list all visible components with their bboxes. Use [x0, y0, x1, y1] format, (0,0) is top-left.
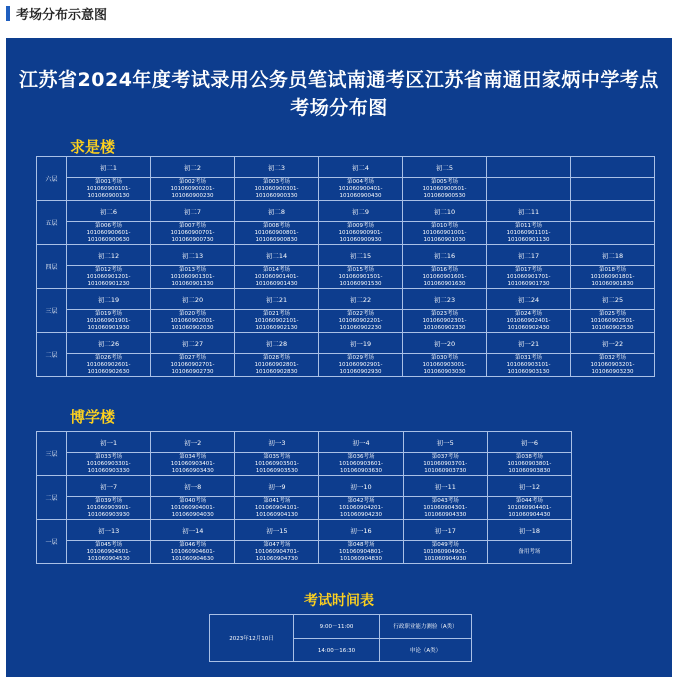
exam-room-number: 第005考场	[431, 178, 458, 185]
candidate-id-range: 101060904830	[340, 555, 383, 562]
room-name: 初二7	[151, 201, 235, 222]
exam-room-number: 第049考场	[431, 541, 459, 548]
room-name: 初一13	[67, 520, 151, 541]
candidate-id-range: 101060901330	[171, 280, 214, 287]
floor-label: 四层	[37, 245, 67, 289]
exam-room-info	[151, 222, 235, 245]
candidate-id-range: 101060901901-	[86, 317, 131, 324]
exam-room-info	[151, 310, 235, 333]
candidate-id-range: 101060904101-	[254, 504, 299, 511]
candidate-id-range: 101060900701-	[170, 229, 215, 236]
room-name: 初一11	[403, 476, 487, 497]
candidate-id-range: 101060901430	[255, 280, 298, 287]
candidate-id-range: 101060904301-	[423, 504, 468, 511]
exam-room-info	[319, 310, 403, 333]
room-name: 初二23	[403, 289, 487, 310]
exam-room-info	[67, 266, 151, 289]
exam-room-info	[487, 453, 571, 476]
room-name: 初二1	[67, 157, 151, 178]
candidate-id-range: 101060904901-	[423, 548, 468, 555]
candidate-id-range: 101060902701-	[170, 361, 215, 368]
candidate-id-range: 101060901730	[507, 280, 550, 287]
candidate-id-range: 101060900330	[255, 192, 298, 199]
room-name: 初一2	[151, 432, 235, 453]
exam-room-info	[151, 354, 235, 377]
exam-room-info	[403, 222, 487, 245]
room-name: 初一9	[235, 476, 319, 497]
room-name: 初二3	[235, 157, 319, 178]
candidate-id-range: 101060902430	[507, 324, 550, 331]
schedule-table	[209, 614, 472, 662]
exam-room-info	[403, 266, 487, 289]
exam-room-number: 第002考场	[179, 178, 206, 185]
schedule-title: 考试时间表	[304, 593, 374, 609]
exam-room-info	[151, 541, 235, 564]
exam-room-number: 第034考场	[179, 453, 207, 460]
candidate-id-range: 101060900430	[339, 192, 382, 199]
room-name: 初二24	[487, 289, 571, 310]
room-name: 初一12	[487, 476, 571, 497]
candidate-id-range: 101060902530	[591, 324, 634, 331]
exam-room-info	[571, 266, 655, 289]
candidate-id-range: 101060904801-	[339, 548, 384, 555]
floor-label: 六层	[37, 157, 67, 201]
candidate-id-range: 101060904530	[87, 555, 130, 562]
exam-room-number: 第007考场	[179, 222, 206, 229]
exam-room-info	[235, 541, 319, 564]
exam-room-number: 第014考场	[263, 266, 290, 273]
room-name: 初二17	[487, 245, 571, 266]
exam-room-info	[67, 354, 151, 377]
exam-room-number: 第032考场	[599, 354, 626, 361]
candidate-id-range: 101060903801-	[507, 460, 552, 467]
candidate-id-range: 101060901501-	[338, 273, 383, 280]
room-name: 初一16	[319, 520, 403, 541]
qiushi-building-table	[36, 156, 655, 377]
room-name: 初一5	[403, 432, 487, 453]
candidate-id-range: 101060904130	[255, 511, 298, 518]
candidate-id-range: 101060904701-	[254, 548, 299, 555]
exam-room-number: 第006考场	[95, 222, 122, 229]
exam-room-number: 第039考场	[95, 497, 123, 504]
exam-room-info	[487, 354, 571, 377]
room-name: 初一19	[319, 333, 403, 354]
room-name: 初一8	[151, 476, 235, 497]
poster-title-line2: 考场分布图	[290, 97, 388, 119]
candidate-id-range: 101060900601-	[86, 229, 131, 236]
candidate-id-range: 101060901301-	[170, 273, 215, 280]
candidate-id-range: 101060900530	[423, 192, 466, 199]
exam-room-info	[403, 541, 487, 564]
exam-room-number: 第037考场	[431, 453, 459, 460]
candidate-id-range: 101060900830	[255, 236, 298, 243]
exam-room-number: 第016考场	[431, 266, 458, 273]
room-name: 初二20	[151, 289, 235, 310]
candidate-id-range: 101060903830	[508, 467, 551, 474]
candidate-id-range: 101060902730	[171, 368, 214, 375]
room-name: 初二6	[67, 201, 151, 222]
exam-room-number: 第035考场	[263, 453, 291, 460]
room-name: 初二19	[67, 289, 151, 310]
candidate-id-range: 101060900501-	[422, 185, 467, 192]
room-name: 初一1	[67, 432, 151, 453]
candidate-id-range: 101060900401-	[338, 185, 383, 192]
candidate-id-range: 101060901230	[87, 280, 130, 287]
exam-room-number: 第025考场	[599, 310, 626, 317]
candidate-id-range: 101060903030	[423, 368, 466, 375]
floor-label: 二层	[37, 476, 67, 520]
room-name: 初二8	[235, 201, 319, 222]
exam-room-number: 第028考场	[263, 354, 290, 361]
exam-room-info	[319, 178, 403, 201]
exam-room-info	[487, 497, 571, 520]
candidate-id-range: 101060900130	[87, 192, 130, 199]
candidate-id-range: 101060900730	[171, 236, 214, 243]
exam-room-info	[151, 266, 235, 289]
exam-room-number: 第036考场	[347, 453, 375, 460]
candidate-id-range: 101060903101-	[506, 361, 551, 368]
exam-room-number: 第017考场	[515, 266, 542, 273]
candidate-id-range: 101060901701-	[506, 273, 551, 280]
candidate-id-range: 101060902230	[339, 324, 382, 331]
candidate-id-range: 101060904401-	[507, 504, 552, 511]
candidate-id-range: 101060903701-	[423, 460, 468, 467]
candidate-id-range: 101060903930	[87, 511, 130, 518]
exam-room-info	[571, 310, 655, 333]
room-name: 初一4	[319, 432, 403, 453]
candidate-id-range: 101060904930	[424, 555, 467, 562]
candidate-id-range: 101060901930	[87, 324, 130, 331]
empty-cell	[571, 178, 655, 201]
candidate-id-range: 101060903401-	[170, 460, 215, 467]
exam-room-info	[403, 453, 487, 476]
exam-room-info	[403, 354, 487, 377]
exam-room-info	[235, 222, 319, 245]
exam-room-number: 第021考场	[263, 310, 290, 317]
exam-room-info	[319, 222, 403, 245]
exam-room-number: 第042考场	[347, 497, 375, 504]
room-name: 初二27	[151, 333, 235, 354]
poster-title-line1: 江苏省2024年度考试录用公务员笔试南通考区江苏省南通田家炳中学考点	[19, 69, 659, 91]
exam-room-info	[319, 497, 403, 520]
empty-cell	[487, 178, 571, 201]
schedule-time: 14:00－16:30	[294, 638, 380, 662]
exam-room-info	[67, 541, 151, 564]
candidate-id-range: 101060904030	[171, 511, 214, 518]
candidate-id-range: 101060901130	[507, 236, 550, 243]
candidate-id-range: 101060900230	[171, 192, 214, 199]
candidate-id-range: 101060902301-	[422, 317, 467, 324]
candidate-id-range: 101060902130	[255, 324, 298, 331]
exam-room-info	[67, 310, 151, 333]
room-name: 初一10	[319, 476, 403, 497]
exam-room-number: 第020考场	[179, 310, 206, 317]
exam-room-number: 第012考场	[95, 266, 122, 273]
exam-room-number: 第026考场	[95, 354, 122, 361]
candidate-id-range: 101060900930	[339, 236, 382, 243]
room-name: 初二22	[319, 289, 403, 310]
exam-room-number: 第010考场	[431, 222, 458, 229]
candidate-id-range: 101060902501-	[590, 317, 635, 324]
exam-room-number: 第018考场	[599, 266, 626, 273]
exam-room-number: 第031考场	[515, 354, 542, 361]
exam-room-number: 第023考场	[431, 310, 458, 317]
building-label-qiushi: 求是楼	[70, 138, 116, 156]
schedule-date: 2023年12月10日	[210, 615, 294, 662]
candidate-id-range: 101060903430	[171, 467, 214, 474]
candidate-id-range: 101060902101-	[254, 317, 299, 324]
candidate-id-range: 101060901601-	[422, 273, 467, 280]
room-name: 初一3	[235, 432, 319, 453]
candidate-id-range: 101060900630	[87, 236, 130, 243]
room-name: 初一20	[403, 333, 487, 354]
candidate-id-range: 101060904601-	[170, 548, 215, 555]
candidate-id-range: 101060904630	[171, 555, 214, 562]
exam-room-number: 第043考场	[431, 497, 459, 504]
exam-room-info	[403, 497, 487, 520]
schedule-time: 9:00－11:00	[294, 615, 380, 639]
room-name: 初二13	[151, 245, 235, 266]
room-name: 初二5	[403, 157, 487, 178]
room-name: 初二9	[319, 201, 403, 222]
candidate-id-range: 101060902030	[171, 324, 214, 331]
room-name: 初一18	[487, 520, 571, 541]
empty-cell	[571, 201, 655, 222]
candidate-id-range: 101060901401-	[254, 273, 299, 280]
exam-room-number: 第033考场	[95, 453, 123, 460]
candidate-id-range: 101060903630	[340, 467, 383, 474]
room-name: 初二11	[487, 201, 571, 222]
candidate-id-range: 101060904430	[508, 511, 551, 518]
room-name: 初一6	[487, 432, 571, 453]
exam-room-number: 第027考场	[179, 354, 206, 361]
room-name: 初二25	[571, 289, 655, 310]
exam-room-number: 第045考场	[95, 541, 123, 548]
room-name: 初二21	[235, 289, 319, 310]
exam-room-info	[403, 178, 487, 201]
candidate-id-range: 101060902001-	[170, 317, 215, 324]
room-name: 初二4	[319, 157, 403, 178]
candidate-id-range: 101060901001-	[422, 229, 467, 236]
exam-room-info	[235, 266, 319, 289]
exam-room-number: 第011考场	[515, 222, 542, 229]
floor-label: 三层	[37, 289, 67, 333]
candidate-id-range: 101060900801-	[254, 229, 299, 236]
candidate-id-range: 101060904001-	[170, 504, 215, 511]
exam-room-number: 第004考场	[347, 178, 374, 185]
exam-room-info	[67, 497, 151, 520]
exam-room-info	[487, 222, 571, 245]
exam-room-info	[319, 354, 403, 377]
exam-room-number: 第029考场	[347, 354, 374, 361]
candidate-id-range: 101060903901-	[86, 504, 131, 511]
exam-room-number: 第041考场	[263, 497, 291, 504]
exam-room-info	[151, 178, 235, 201]
room-name: 初一7	[67, 476, 151, 497]
exam-room-info	[67, 453, 151, 476]
candidate-id-range: 101060900901-	[338, 229, 383, 236]
candidate-id-range: 101060903201-	[590, 361, 635, 368]
candidate-id-range: 101060901630	[423, 280, 466, 287]
exam-room-number: 第001考场	[95, 178, 122, 185]
candidate-id-range: 101060902830	[255, 368, 298, 375]
floor-label: 一层	[37, 520, 67, 564]
exam-room-info	[319, 541, 403, 564]
candidate-id-range: 101060901830	[591, 280, 634, 287]
floor-label: 三层	[37, 432, 67, 476]
room-name: 初二18	[571, 245, 655, 266]
exam-room-number: 第038考场	[515, 453, 543, 460]
candidate-id-range: 101060903230	[591, 368, 634, 375]
room-name: 初一14	[151, 520, 235, 541]
schedule-subject: 行政职业能力测验（A类）	[380, 615, 472, 639]
candidate-id-range: 101060902330	[423, 324, 466, 331]
candidate-id-range: 101060904501-	[86, 548, 131, 555]
candidate-id-range: 101060903301-	[86, 460, 131, 467]
candidate-id-range: 101060904230	[340, 511, 383, 518]
page-header	[6, 4, 107, 22]
room-name: 初二28	[235, 333, 319, 354]
exam-room-number: 第003考场	[263, 178, 290, 185]
candidate-id-range: 101060900301-	[254, 185, 299, 192]
exam-room-info	[487, 310, 571, 333]
candidate-id-range: 101060901801-	[590, 273, 635, 280]
candidate-id-range: 101060904730	[255, 555, 298, 562]
exam-room-info	[487, 541, 571, 564]
poster-title	[6, 66, 672, 122]
boxue-building-table	[36, 431, 572, 564]
exam-room-info	[403, 310, 487, 333]
empty-cell	[571, 222, 655, 245]
exam-room-info	[319, 266, 403, 289]
empty-cell	[487, 157, 571, 178]
candidate-id-range: 101060902401-	[506, 317, 551, 324]
candidate-id-range: 101060900201-	[170, 185, 215, 192]
candidate-id-range: 101060901030	[423, 236, 466, 243]
room-name: 初二14	[235, 245, 319, 266]
exam-room-info	[235, 354, 319, 377]
room-name: 初一17	[403, 520, 487, 541]
room-name: 初一22	[571, 333, 655, 354]
room-name: 初二26	[67, 333, 151, 354]
exam-room-number: 第024考场	[515, 310, 542, 317]
floor-label: 二层	[37, 333, 67, 377]
exam-room-info	[67, 178, 151, 201]
candidate-id-range: 101060902630	[87, 368, 130, 375]
candidate-id-range: 101060903001-	[422, 361, 467, 368]
candidate-id-range: 101060902801-	[254, 361, 299, 368]
candidate-id-range: 101060903330	[87, 467, 130, 474]
exam-room-number: 第048考场	[347, 541, 375, 548]
exam-room-number: 第019考场	[95, 310, 122, 317]
exam-room-number: 备用考场	[518, 548, 541, 555]
room-name: 初一15	[235, 520, 319, 541]
candidate-id-range: 101060902901-	[338, 361, 383, 368]
exam-room-info	[151, 453, 235, 476]
exam-room-number: 第008考场	[263, 222, 290, 229]
room-name: 初二10	[403, 201, 487, 222]
floor-label: 五层	[37, 201, 67, 245]
building-label-boxue: 博学楼	[70, 408, 116, 426]
exam-room-info	[151, 497, 235, 520]
room-name: 初一21	[487, 333, 571, 354]
candidate-id-range: 101060903130	[507, 368, 550, 375]
candidate-id-range: 101060902930	[339, 368, 382, 375]
candidate-id-range: 101060903530	[255, 467, 298, 474]
candidate-id-range: 101060902201-	[338, 317, 383, 324]
header-accent-bar	[6, 6, 10, 21]
candidate-id-range: 101060904330	[424, 511, 467, 518]
candidate-id-range: 101060903601-	[339, 460, 384, 467]
exam-room-number: 第030考场	[431, 354, 458, 361]
exam-room-info	[235, 453, 319, 476]
candidate-id-range: 101060901101-	[506, 229, 551, 236]
room-name: 初二16	[403, 245, 487, 266]
exam-room-number: 第022考场	[347, 310, 374, 317]
exam-room-number: 第047考场	[263, 541, 291, 548]
exam-room-number: 第009考场	[347, 222, 374, 229]
room-name: 初二15	[319, 245, 403, 266]
candidate-id-range: 101060903501-	[254, 460, 299, 467]
exam-room-number: 第044考场	[515, 497, 543, 504]
exam-room-info	[235, 497, 319, 520]
candidate-id-range: 101060900101-	[86, 185, 131, 192]
exam-room-number: 第046考场	[179, 541, 207, 548]
schedule-subject: 申论（A类）	[380, 638, 472, 662]
exam-room-number: 第040考场	[179, 497, 207, 504]
candidate-id-range: 101060904201-	[339, 504, 384, 511]
candidate-id-range: 101060903730	[424, 467, 467, 474]
candidate-id-range: 101060901201-	[86, 273, 131, 280]
exam-room-info	[67, 222, 151, 245]
exam-room-info	[487, 266, 571, 289]
candidate-id-range: 101060901530	[339, 280, 382, 287]
exam-poster	[6, 38, 672, 677]
empty-cell	[571, 157, 655, 178]
exam-room-number: 第013考场	[179, 266, 206, 273]
exam-room-info	[235, 178, 319, 201]
exam-room-info	[319, 453, 403, 476]
exam-room-info	[571, 354, 655, 377]
candidate-id-range: 101060902601-	[86, 361, 131, 368]
room-name: 初二2	[151, 157, 235, 178]
room-name: 初二12	[67, 245, 151, 266]
exam-room-number: 第015考场	[347, 266, 374, 273]
page-title: 考场分布示意图	[16, 7, 108, 23]
exam-room-info	[235, 310, 319, 333]
